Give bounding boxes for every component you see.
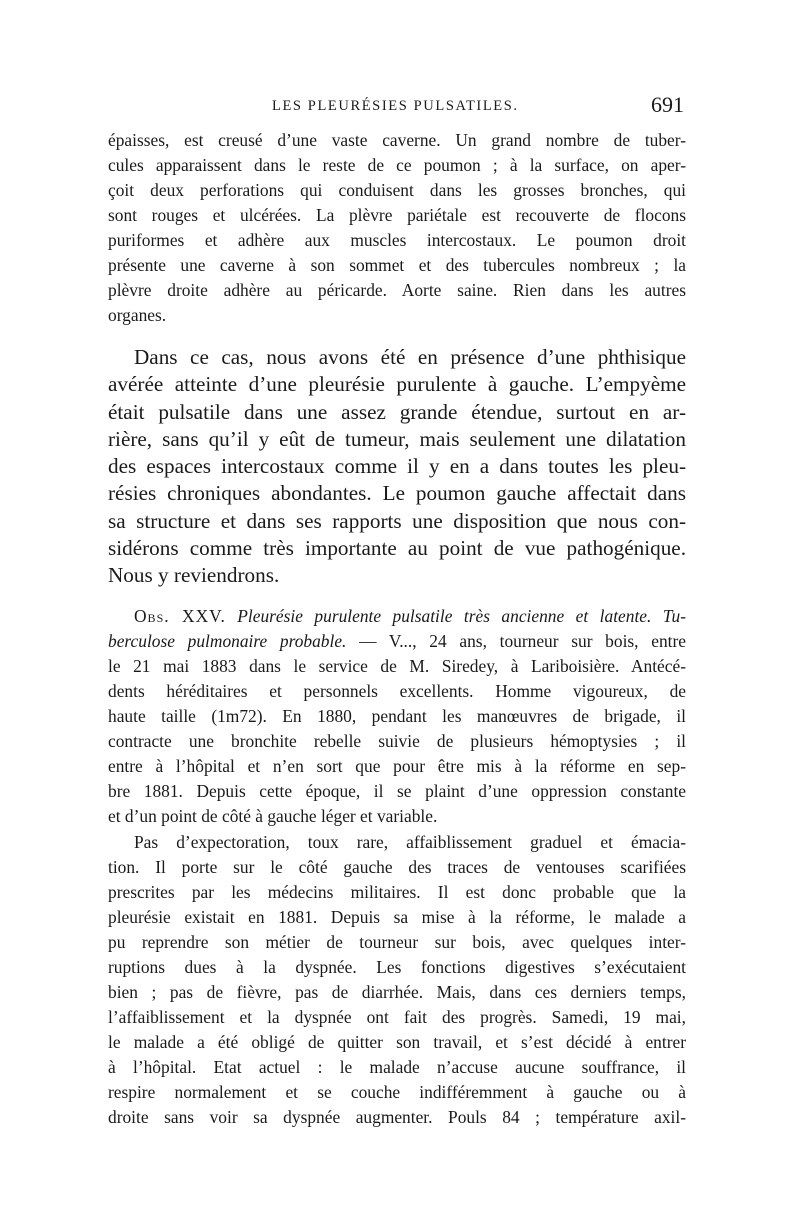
text-line: pu reprendre son métier de tourneur sur bois, avec quelques inter- — [108, 932, 686, 952]
text-line: bre 1881. Depuis cette époque, il se plaint d’une oppression constante — [108, 781, 686, 801]
observation-label: Obs. XXV. — [134, 606, 226, 626]
paragraph-1 — [108, 128, 686, 328]
running-title: LES PLEURÉSIES PULSATILES. — [272, 98, 519, 114]
text-line: plèvre droite adhère au péricarde. Aorte saine. Rien dans les autres — [108, 280, 686, 300]
text-line: épaisses, est creusé d’une vaste caverne. Un grand nombre de tuber- — [108, 130, 686, 150]
paragraph-2 — [108, 344, 686, 590]
observation-text: — V..., 24 ans, tourneur sur bois, entre — [359, 631, 686, 651]
text-line: dents héréditaires et personnels excellents. Homme vigoureux, de — [108, 681, 686, 701]
text-line: Pas d’expectoration, toux rare, affaiblissement graduel et émacia- — [134, 832, 686, 852]
text-line: sidérons comme très importante au point de vue pathogénique. — [108, 536, 686, 561]
text-line: prescrites par les médecins militaires. Il est donc probable que la — [108, 882, 686, 902]
text-line: cules apparaissent dans le reste de ce poumon ; à la surface, on aper- — [108, 155, 686, 175]
text-line: des espaces intercostaux comme il y en a dans toutes les pleu- — [108, 454, 686, 479]
text-line: contracte une bronchite rebelle suivie de plusieurs hémoptysies ; il — [108, 731, 686, 751]
page-number: 691 — [651, 92, 684, 117]
page-header — [108, 92, 684, 122]
observation-xxv — [108, 604, 686, 829]
text-line: le 21 mai 1883 dans le service de M. Siredey, à Lariboisière. Antécé- — [108, 656, 686, 676]
text-line: çoit deux perforations qui conduisent dans les grosses bronches, qui — [108, 180, 686, 200]
text-line: bien ; pas de fièvre, pas de diarrhée. Mais, dans ces derniers temps, — [108, 982, 686, 1002]
observation-title-continued: berculose pulmonaire probable. — [108, 631, 347, 651]
text-line: entre à l’hôpital et n’en sort que pour être mis à la réforme en sep- — [108, 756, 686, 776]
text-line: ruptions dues à la dyspnée. Les fonctions digestives s’exécutaient — [108, 957, 686, 977]
text-line: tion. Il porte sur le côté gauche des traces de ventouses scarifiées — [108, 857, 686, 877]
observation-heading — [108, 604, 686, 629]
paragraph-4 — [108, 830, 686, 1130]
text-line: le malade a été obligé de quitter son travail, et s’est décidé à entrer — [108, 1032, 686, 1052]
text-line: haute taille (1m72). En 1880, pendant les manœuvres de brigade, il — [108, 706, 686, 726]
text-line: puriformes et adhère aux muscles intercostaux. Le poumon droit — [108, 230, 686, 250]
text-line: présente une caverne à son sommet et des tubercules nombreux ; la — [108, 255, 686, 275]
text-line: sont rouges et ulcérées. La plèvre pariétale est recouverte de flocons — [108, 205, 686, 225]
text-line: respire normalement et se couche indifféremment à gauche ou à — [108, 1082, 686, 1102]
text-line — [108, 629, 686, 654]
text-line: résies chroniques abondantes. Le poumon gauche affectait dans — [108, 481, 686, 506]
text-line: l’affaiblissement et la dyspnée ont fait des progrès. Samedi, 19 mai, — [108, 1007, 686, 1027]
text-line: pleurésie existait en 1881. Depuis sa mise à la réforme, le malade a — [108, 907, 686, 927]
text-line: avérée atteinte d’une pleurésie purulente à gauche. L’empyème — [108, 372, 686, 397]
text-line: organes. — [108, 305, 167, 325]
text-line: droite sans voir sa dyspnée augmenter. Pouls 84 ; température axil- — [108, 1107, 686, 1127]
observation-title: Pleurésie purulente pulsatile très ancienne et latente. Tu- — [237, 606, 686, 626]
text-line: rière, sans qu’il y eût de tumeur, mais seulement une dilatation — [108, 426, 686, 451]
text-line: était pulsatile dans une assez grande étendue, surtout en ar- — [108, 399, 686, 424]
text-line: et d’un point de côté à gauche léger et variable. — [108, 806, 438, 826]
text-line: sa structure et dans ses rapports une disposition que nous con- — [108, 508, 686, 533]
text-line: Nous y reviendrons. — [108, 563, 280, 588]
text-line: Dans ce cas, nous avons été en présence d’une phthisique — [134, 345, 686, 369]
text-line: à l’hôpital. Etat actuel : le malade n’accuse aucune souffrance, il — [108, 1057, 686, 1077]
